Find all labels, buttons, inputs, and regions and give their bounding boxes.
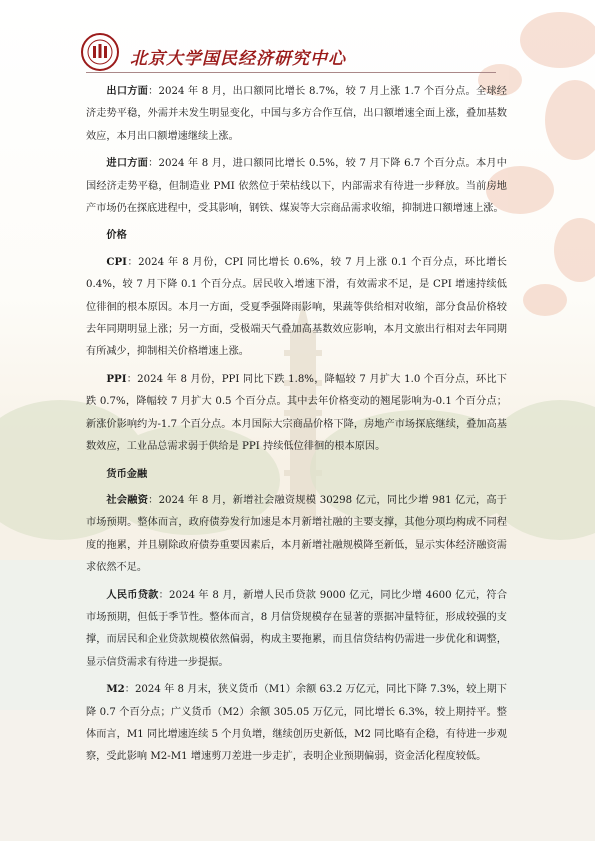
export-text: ：2024 年 8 月，出口额同比增长 8.7%，较 7 月上涨 1.7 个百分点。全球经济走势平稳，外需并未发生明显变化，中国与多方合作互信，出口额增速全面上涨，叠加基数效应，本月出口额增速继续上涨。 <box>86 86 507 142</box>
institution-name: 北京大学国民经济研究中心 <box>130 49 346 69</box>
import-lead: 进口方面 <box>106 157 149 170</box>
social-financing-text: ：2024 年 8 月，新增社会融资规模 30298 亿元，同比少增 981 亿元，高于市场预期。整体而言，政府债券发行加速是本月新增社融的主要支撑，其他分项均构成不同程度的拖累，并且剔除政府债券重要因素后，本月新增社融规模降至新低，显示实体经济融资需求依然不足。 <box>86 494 507 574</box>
section-heading-price: 价格 <box>106 229 127 242</box>
paragraph-export <box>86 80 507 148</box>
paragraph-import <box>86 152 507 220</box>
rmb-loans-lead: 人民币贷款 <box>106 588 159 601</box>
report-body <box>86 80 507 773</box>
page-header <box>0 0 595 80</box>
import-text: ：2024 年 8 月，进口额同比增长 0.5%，较 7 月下降 6.7 个百分点。本月中国经济走势平稳，但制造业 PMI 依然位于荣枯线以下，内部需求有待进一步释放。当前房地产市场仍在探底进程中，受其影响，钢铁、煤炭等大宗商品需求收缩，抑制进口额增速上涨。 <box>86 158 507 215</box>
paragraph-ppi <box>86 368 507 459</box>
cpi-lead: CPI <box>106 255 127 268</box>
paragraph-rmb-loans <box>86 584 507 675</box>
social-financing-lead: 社会融资 <box>106 493 149 506</box>
paragraph-social-financing <box>86 489 507 580</box>
rmb-loans-text: ：2024 年 8 月，新增人民币贷款 9000 亿元，同比少增 4600 亿元，符合市场预期，但低于季节性。整体而言，8 月信贷规模存在显著的票据冲量特征，形成较强的支撑，而居民和企业贷款规模依然偏弱，构成主要拖累，而且信贷结构仍需进一步优化和调整，显示信贷需求有待进一步提振。 <box>86 589 508 668</box>
university-seal-icon <box>80 32 120 72</box>
m2-text: ：2024 年 8 月末，狭义货币（M1）余额 63.2 万亿元，同比下降 7.3%，较上期下降 0.7 个百分点；广义货币（M2）余额 305.05 万亿元，同比增长 6.3%，较上期持平。整体而言，M1 同比增速连续 5 个月负增，继续创历史新低，M2 同比略有企稳，有待进一步观察，受此影响 M2-M1 增速剪刀差进一步走扩，表明企业预期偏弱，资金活化程度较低。 <box>86 684 507 763</box>
ppi-text: ：2024 年 8 月份，PPI 同比下跌 1.8%，降幅较 7 月扩大 1.0 个百分点，环比下跌 0.7%，降幅较 7 月扩大 0.5 个百分点。其中去年价格变动的翘尾影响为-0.1 个百分点；新涨价影响约为-1.7 个百分点。本月国际大宗商品价格下降，房地产市场探底继续，叠加高基数效应，工业品总需求弱于供给是 PPI 持续低位徘徊的根本原因。 <box>86 373 507 453</box>
cpi-text: ：2024 年 8 月份，CPI 同比增长 0.6%，较 7 月上涨 0.1 个百分点，环比增长 0.4%，较 7 月下降 0.1 个百分点。居民收入增速下滑，有效需求不足，是 CPI 增速持续低位徘徊的根本原因。本月一方面，受夏季强降雨影响，果蔬等供给相对收缩，部分食品价格较去年同期明显上涨；另一方面，受极端天气叠加高基数效应影响，本月文旅出行相对去年同期有所减少，抑制相关价格增速上涨。 <box>86 256 507 358</box>
export-lead: 出口方面 <box>106 85 149 97</box>
section-heading-monetary: 货币金融 <box>106 467 148 480</box>
paragraph-m2 <box>86 678 507 769</box>
m2-lead: M2 <box>106 683 125 696</box>
paragraph-cpi <box>86 251 507 364</box>
header-divider <box>86 72 496 73</box>
ppi-lead: PPI <box>106 372 127 385</box>
